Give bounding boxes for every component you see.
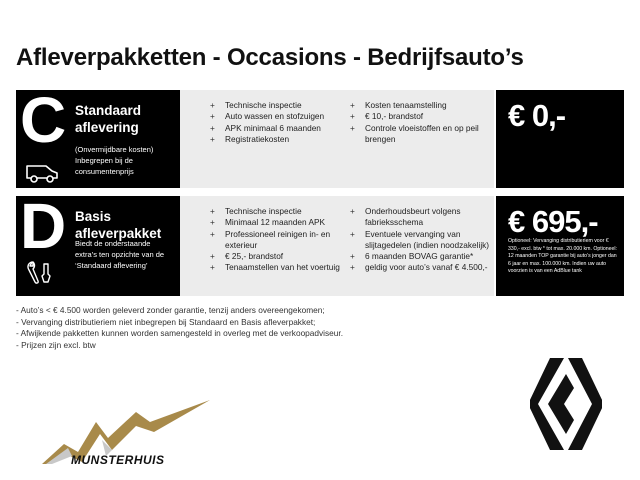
feature-item: + Registratiekosten <box>210 134 350 145</box>
package-price: € 695,- <box>508 204 598 239</box>
package-price-panel <box>496 196 624 296</box>
feature-item: + geldig voor auto’s vanaf € 4.500,- <box>350 262 490 273</box>
package-price-panel <box>496 90 624 188</box>
dealer-logo-text: MUNSTERHUIS <box>71 453 165 467</box>
footnote-item: - Vervanging distributieriem niet inbegrepen bij Standaard en Basis afleverpakket; <box>16 316 316 327</box>
feature-item: + Professioneel reinigen in- en exterieur <box>210 229 350 252</box>
footnotes <box>16 305 343 351</box>
package-description: Biedt de onderstaande extra’s ten opzichte van de ‘Standaard aflevering’ <box>75 239 165 270</box>
footnote-item: - Auto’s < € 4.500 worden geleverd zonder garantie, tenzij anders overeengekomen; <box>16 305 325 315</box>
feature-item: + Auto wassen en stofzuigen <box>210 111 350 122</box>
feature-item: + € 25,- brandstof <box>210 251 350 262</box>
feature-list-left <box>210 206 350 274</box>
feature-list-left <box>210 100 350 145</box>
package-price: € 0,- <box>508 98 566 133</box>
package-name: Standaard aflevering <box>75 103 142 135</box>
feature-item: + € 10,- brandstof <box>350 111 490 122</box>
van-icon <box>24 158 60 186</box>
feature-item: + Technische inspectie <box>210 206 350 217</box>
feature-item: + Onderhoudsbeurt volgens fabrieksschema <box>350 206 490 229</box>
package-row-standaard <box>16 84 624 188</box>
package-name: Basis afleverpakket <box>75 209 162 241</box>
feature-list-right <box>350 100 490 145</box>
feature-item: + 6 maanden BOVAG garantie* <box>350 251 490 262</box>
package-row-basis <box>16 190 624 296</box>
package-description: (Onvermijdbare kosten) Inbegrepen bij de consumentenprijs <box>75 145 154 176</box>
footnote-item: - Prijzen zijn excl. btw <box>16 339 96 350</box>
package-label-panel <box>16 190 180 296</box>
feature-list-right <box>350 206 490 274</box>
feature-item: + Kosten tenaamstelling <box>350 100 490 111</box>
package-letter: D <box>20 190 67 262</box>
wrench-icon <box>24 258 60 286</box>
price-note: Optioneel: Vervanging distributieriem voor € 330,- excl. btw * tot max. 20.000 km. Optioneel: 12 maanden TOP garantie bij auto’s jonger dan 6 jaar en max. 100.000 km. Indien uw auto voorzien is van een AdBlue tank <box>508 238 617 274</box>
feature-item: + Minimaal 12 maanden APK <box>210 217 350 228</box>
feature-item: + Controle vloeistoffen en op peil brengen <box>350 123 490 146</box>
footnote-item: - Afwijkende pakketten kunnen worden samengesteld in overleg met de verkoopadviseur. <box>16 328 344 338</box>
package-label-panel <box>16 84 180 188</box>
feature-item: + APK minimaal 6 maanden <box>210 123 350 134</box>
feature-item: + Technische inspectie <box>210 100 350 111</box>
feature-item: + Tenaamstellen van het voertuig <box>210 262 350 273</box>
renault-logo <box>530 358 602 450</box>
page-title: Afleverpakketten - Occasions - Bedrijfsauto’s <box>16 44 524 71</box>
package-letter: C <box>20 84 67 156</box>
feature-item: + Eventuele vervanging van slijtagedelen (indien noodzakelijk) <box>350 229 490 252</box>
